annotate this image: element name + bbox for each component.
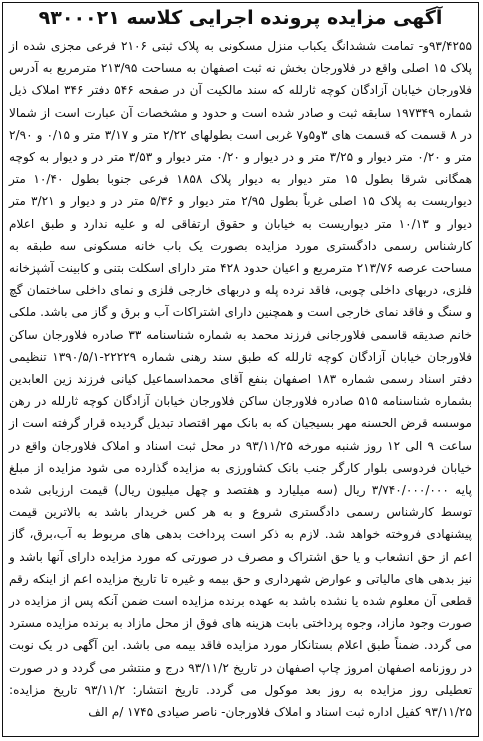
notice-body: ۹۳/۴۲۵۵و- تمامت ششدانگ یکباب منزل مسکونی به پلاک ثبتی ۲۱۰۶ فرعی مجزی شده از پلاک ۱۵ اصلی واقع در فلاورجان بخش نه ثبت اصفهان به مساحت ۲۱۳/۹۵ مترمربع به آدرس فلاورجان خیابان آزادگان کوچه ثارلله که سند مالکیت آن در صفحه ۵۴۶ دفتر ۳۴۶ املاک ذیل شماره ۱۹۷۳۴۹ سابقه ثبت و صادر شده است و حدود و مشخصات آن عبارت است از شمالا در ۸ قسمت که قسمت های ۳و۵و۷ غربی است بطولهای ۲/۲۲ متر و ۳/۱۷ متر و ۰/۱۵ و ۲/۹۰ متر و ۰/۲۰ متر دیوار و ۳/۲۵ متر و در دیوار و ۰/۲۰ متر دیوار و ۳/۵۳ متر در و دیوار به کوچه همگانی شرقا بطول ۱۵ متر دیوار به دیوار پلاک ۱۸۵۸ فرعی جنوبا بطول ۱۰/۴۰ متر دیواریست به پلاک ۱۵ اصلی غرباً بطول ۲/۹۵ متر دیوار و ۵/۳۶ متر در و دیوار و ۳/۲۱ متر دیوار و ۱۰/۱۳ متر دیواریست به خیابان و حقوق ارتفاقی له و علیه ندارد و طبق اعلام کارشناس رسمی دادگستری مورد مزایده بصورت یک باب خانه مسکونی سه طبقه به مساحت عرصه ۲۱۳/۷۶ مترمربع و اعیان حدود ۴۲۸ متر دارای اسکلت بتنی و کابینت آشپزخانه فلزی، دربهای داخلی چوبی، فاقد نرده پله و دربهای خارجی فلزی و نمای داخلی ساختمان گچ و سنگ و فاقد نمای خارجی است و همچنین دارای اشتراکات آب و برق و گاز می باشد. ملکی خانم صدیقه قاسمی فلاورجانی فرزند محمد به شماره شناسنامه ۳۳ صادره فلاورجان ساکن فلاورجان خیابان آزادگان کوچه ثارلله که طبق سند رهنی شماره ۲۲۲۲۹-۱۳۹۰/۵/۱ تنظیمی دفتر اسناد رسمی شماره ۱۸۳ اصفهان بنفع آقای محمداسماعیل کیانی فرزند زین العابدین بشماره شناسنامه ۵۱۵ صادره فلاورجان ساکن فلاورجان خیابان آزادگان کوچه ثارلله در رهن موسسه قرض الحسنه مهر بسیجیان که به بانک مهر اقتصاد تبدیل گردیده قرار گرفته است از ساعت ۹ الی ۱۲ روز شنبه مورخه ۹۳/۱۱/۲۵ در محل ثبت اسناد و املاک فلاورجان واقع در خیابان فردوسی بلوار کارگر جنب بانک کشاورزی به مزایده گذارده می شود مزایده از مبلغ پایه ۳/۷۴۰/۰۰۰/۰۰۰ ریال (سه میلیارد و هفتصد و چهل میلیون ریال) قیمت ارزیابی شده توسط کارشناس رسمی دادگستری شروع و به هر کس خریدار باشد به بالاترین قیمت پیشنهادی فروخته خواهد شد. لازم به ذکر است پرداخت بدهی های مربوط به آب،برق، گاز اعم از حق انشعاب و یا حق اشتراک و مصرف در صورتی که مورد مزایده دارای آنها باشد و نیز بدهی های مالیاتی و عوارض شهرداری و حق بیمه و غیره تا تاریخ مزایده اعم از اینکه رقم قطعی آن معلوم شده یا نشده باشد به عهده برنده مزایده است ضمن آنکه پس از مزایده در صورت وجود مازاد، وجوه پرداختی بابت هزینه های فوق از محل مازاد به برنده مزایده مسترد می گردد. ضمناً طبق اعلام بستانکار مورد مزایده فاقد بیمه می باشد. این آگهی در یک نوبت در روزنامه اصفهان امروز چاپ اصفهان در تاریخ ۹۳/۱۱/۲ درج و منتشر می گردد و در صورت تعطیلی روز مزایده به روز بعد موکول می گردد. تاریخ انتشار: ۹۳/۱۱/۲ تاریخ مزایده: ۹۳/۱۱/۲۵ کفیل اداره ثبت اسناد و املاک فلاورجان- ناصر صیادی ۱۷۴۵ /م الف [9,39,473,720]
notice-title: آگهی مزایده پرونده اجرایی کلاسه ۹۳۰۰۰۲۱ [38,7,443,29]
auction-notice [2,2,479,737]
